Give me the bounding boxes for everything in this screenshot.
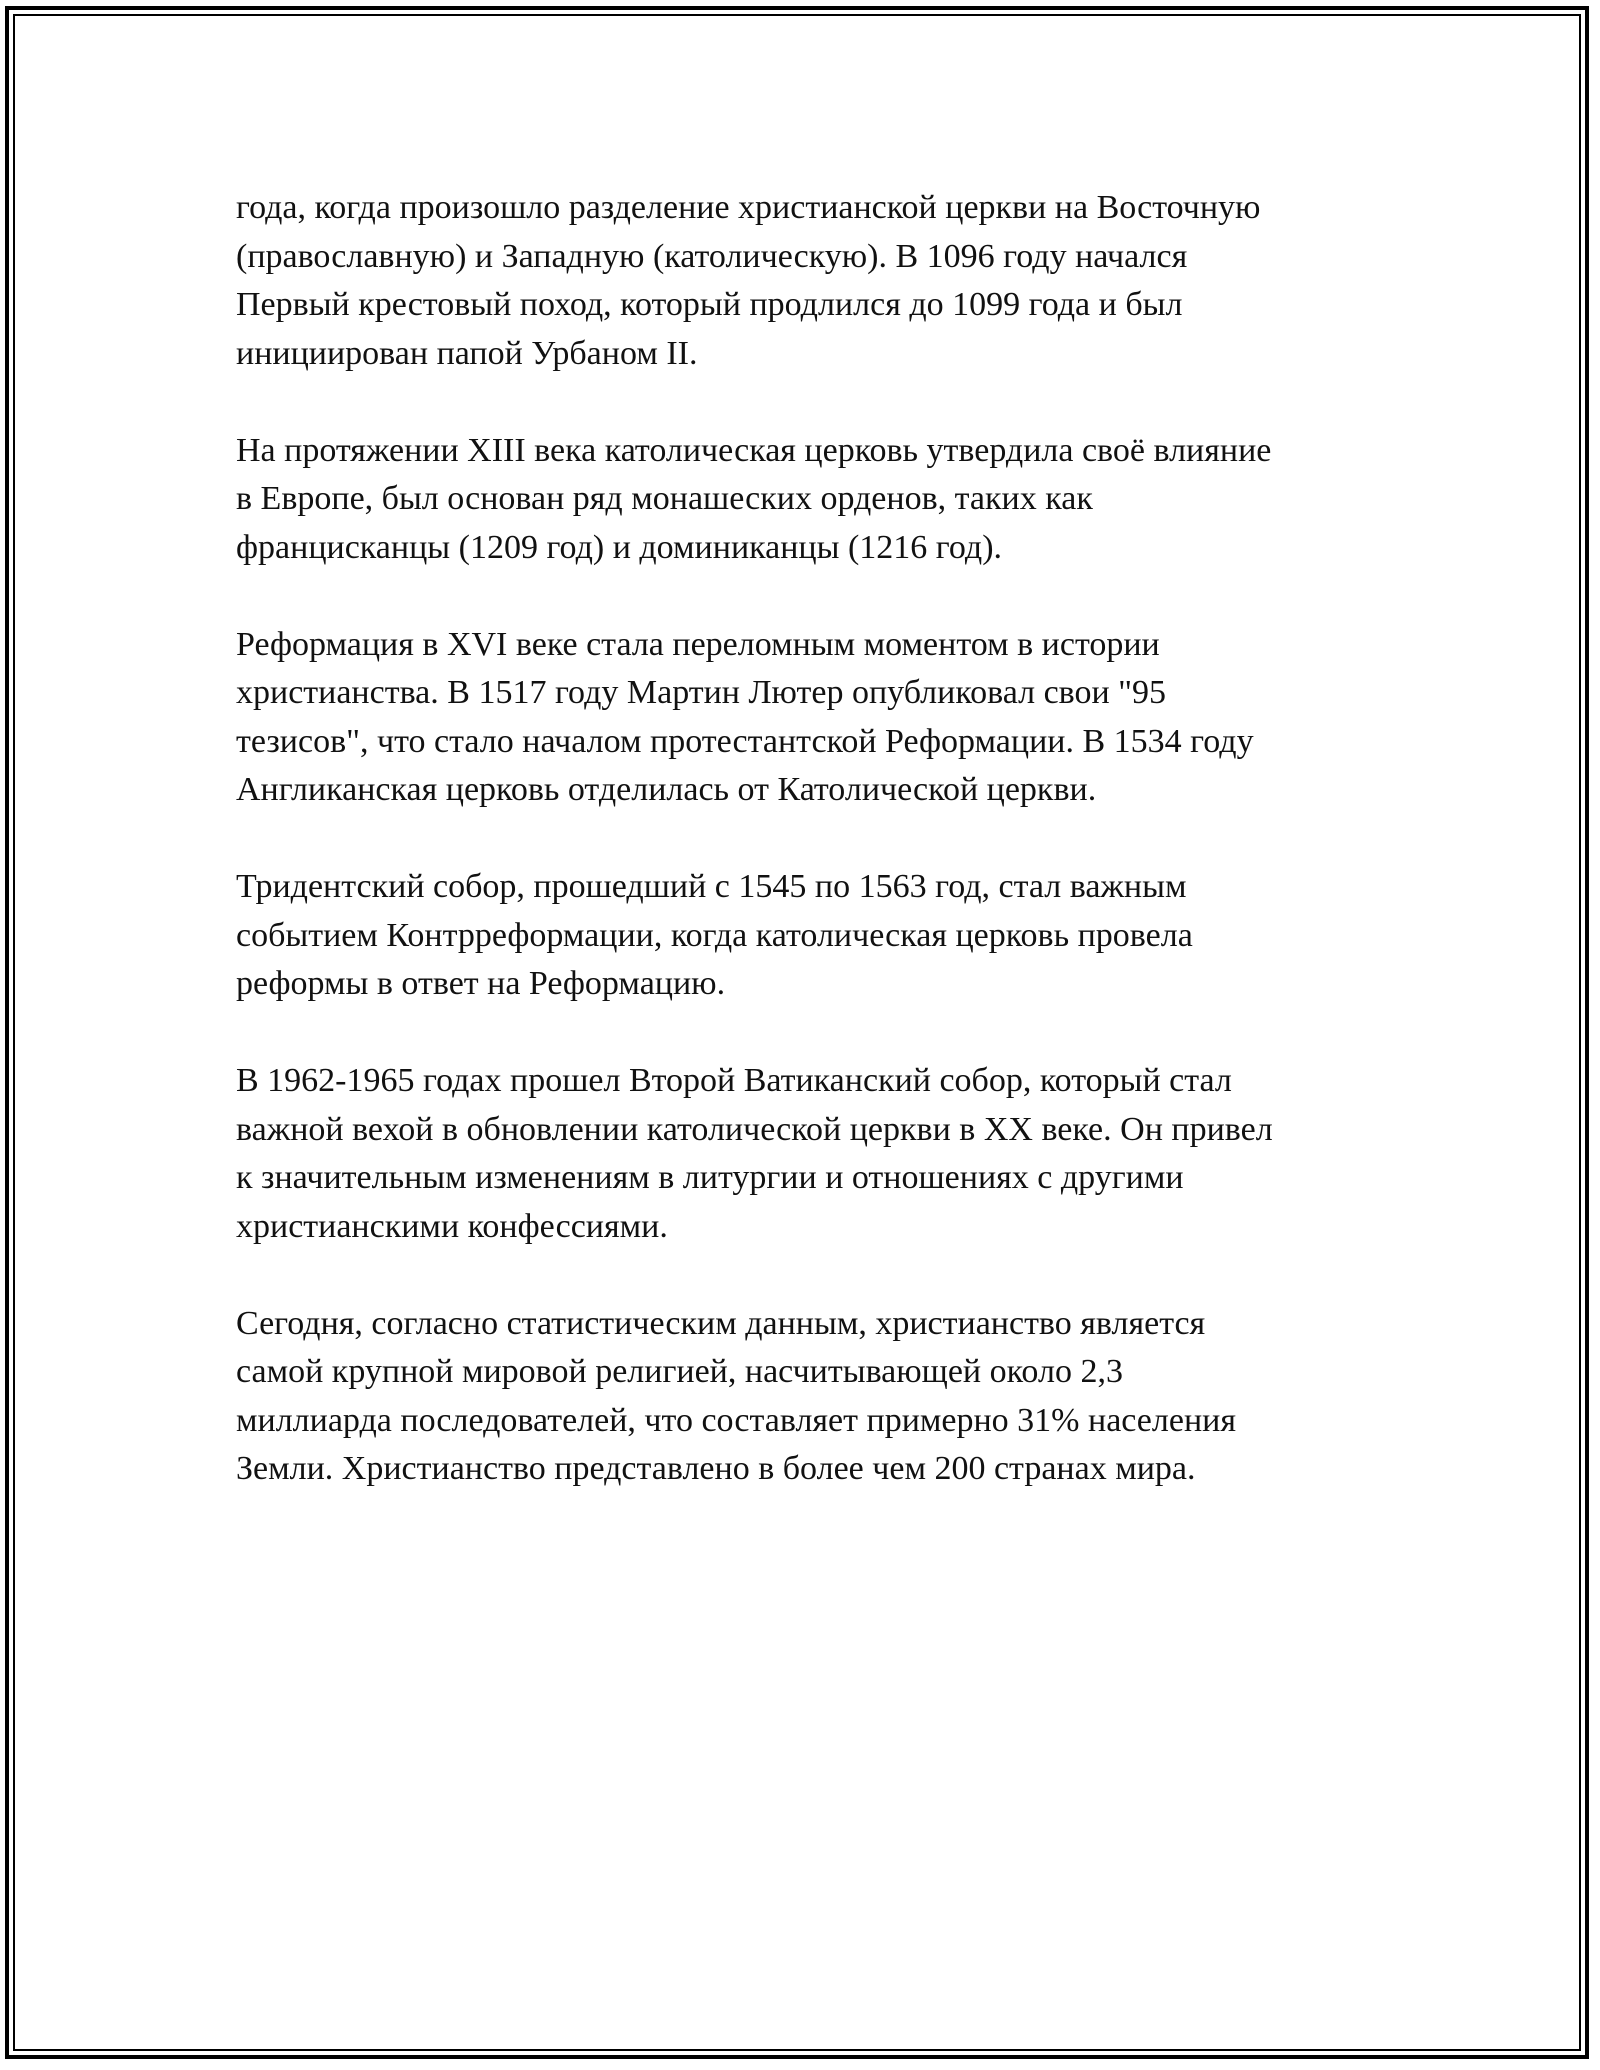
- text-line: тезисов", что стало началом протестантской Реформации. В 1534 году: [236, 722, 1254, 760]
- text-line: францисканцы (1209 год) и доминиканцы (1216 год).: [236, 528, 1003, 566]
- paragraph-council-of-trent: [236, 863, 1376, 1009]
- text-line: (православную) и Западную (католическую). В 1096 году начался: [236, 237, 1188, 275]
- paragraph-xiii-century: [236, 427, 1376, 573]
- text-line: христианскими конфессиями.: [236, 1207, 668, 1245]
- text-line: Первый крестовый поход, который продлился до 1099 года и был: [236, 286, 1183, 323]
- text-line: самой крупной мировой религией, насчитывающей около 2,3: [236, 1353, 1123, 1390]
- text-line: года, когда произошло разделение христианской церкви на Восточную: [236, 189, 1261, 226]
- text-line: событием Контрреформации, когда католическая церковь провела: [236, 916, 1193, 954]
- paragraph-today-statistics: [236, 1300, 1376, 1494]
- text-line: Тридентский собор, прошедший с 1545 по 1563 год, стал важным: [236, 868, 1187, 905]
- paragraph-schism-crusade: [236, 184, 1376, 378]
- paragraph-second-vatican: [236, 1057, 1376, 1251]
- text-line: На протяжении XIII века католическая церковь утвердила своё влияние: [236, 431, 1272, 469]
- text-line: Земли. Христианство представлено в более чем 200 странах мира.: [236, 1450, 1196, 1487]
- text-line: Реформация в XVI веке стала переломным моментом в истории: [236, 625, 1160, 663]
- text-line: миллиарда последователей, что составляет примерно 31% населения: [236, 1401, 1236, 1439]
- text-line: Англиканская церковь отделилась от Католической церкви.: [236, 771, 1097, 808]
- document-body: [236, 184, 1376, 1542]
- text-line: инициирован папой Урбаном II.: [236, 334, 698, 372]
- text-line: к значительным изменениям в литургии и отношениях с другими: [236, 1159, 1184, 1196]
- paragraph-reformation: [236, 621, 1376, 815]
- text-line: в Европе, был основан ряд монашеских орденов, таких как: [236, 480, 1093, 517]
- text-line: реформы в ответ на Реформацию.: [236, 965, 726, 1002]
- text-line: В 1962-1965 годах прошел Второй Ватиканский собор, который стал: [236, 1062, 1232, 1099]
- text-line: важной вехой в обновлении католической церкви в XX веке. Он привел: [236, 1110, 1273, 1148]
- text-line: Сегодня, согласно статистическим данным, христианство является: [236, 1304, 1206, 1342]
- text-line: христианства. В 1517 году Мартин Лютер опубликовал свои "95: [236, 674, 1167, 711]
